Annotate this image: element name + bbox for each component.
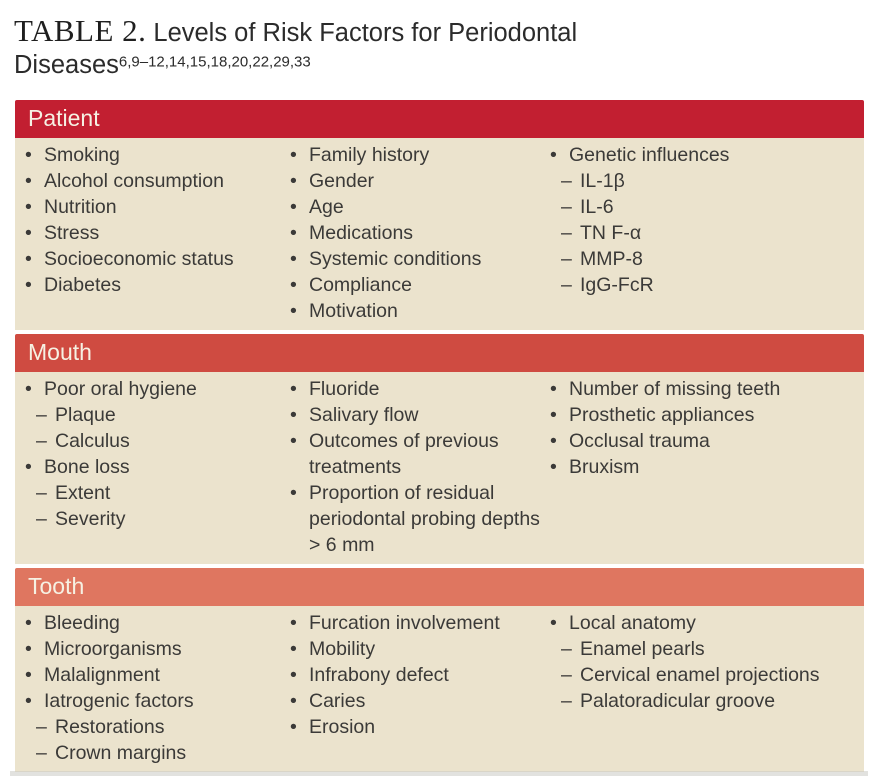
item-text: Plaque bbox=[55, 404, 116, 426]
bullet-marker: • bbox=[290, 404, 297, 426]
list-item bbox=[290, 610, 550, 636]
bullet-marker: • bbox=[550, 404, 557, 426]
list-item bbox=[290, 168, 550, 194]
item-text: Poor oral hygiene bbox=[44, 378, 197, 400]
list-item bbox=[290, 402, 550, 428]
list-item bbox=[290, 714, 550, 740]
dash-marker: – bbox=[36, 430, 47, 452]
list-item bbox=[550, 610, 858, 636]
item-text: Smoking bbox=[44, 144, 120, 166]
item-text: Enamel pearls bbox=[580, 638, 705, 660]
item-text: Extent bbox=[55, 482, 111, 504]
bullet-marker: • bbox=[290, 482, 297, 504]
bullet-marker: • bbox=[25, 612, 32, 634]
list-item bbox=[290, 636, 550, 662]
section-tooth bbox=[15, 568, 864, 772]
bullet-marker: • bbox=[290, 690, 297, 712]
dash-marker: – bbox=[561, 248, 572, 270]
bullet-marker: • bbox=[25, 274, 32, 296]
bullet-marker: • bbox=[550, 144, 557, 166]
list-item bbox=[25, 220, 290, 246]
list-item bbox=[290, 480, 550, 558]
item-text: Outcomes of previous treatments bbox=[309, 430, 499, 478]
bullet-marker: • bbox=[550, 430, 557, 452]
item-text: Microorganisms bbox=[44, 638, 182, 660]
item-text: Fluoride bbox=[309, 378, 380, 400]
column-1 bbox=[15, 142, 290, 324]
bullet-marker: • bbox=[290, 664, 297, 686]
title-text: Levels of Risk Factors for Periodontal Diseases bbox=[14, 19, 578, 80]
title-references: 6,9–12,14,15,18,20,22,29,33 bbox=[118, 54, 311, 72]
column-3 bbox=[550, 610, 864, 766]
list-item bbox=[290, 246, 550, 272]
list-item bbox=[550, 402, 858, 428]
column-1 bbox=[15, 376, 290, 558]
item-text: MMP-8 bbox=[580, 248, 643, 270]
dash-marker: – bbox=[561, 690, 572, 712]
bullet-marker: • bbox=[290, 170, 297, 192]
column-2 bbox=[290, 376, 550, 558]
bullet-marker: • bbox=[550, 456, 557, 478]
list-item bbox=[25, 506, 290, 532]
risk-factors-table bbox=[15, 100, 864, 772]
item-text: Restorations bbox=[55, 716, 165, 738]
item-text: Mobility bbox=[309, 638, 376, 660]
list-item bbox=[290, 428, 550, 480]
list-item bbox=[25, 142, 290, 168]
list-item bbox=[25, 740, 290, 766]
bullet-marker: • bbox=[290, 378, 297, 400]
section-header-tooth: Tooth bbox=[15, 568, 864, 606]
list-item bbox=[550, 688, 858, 714]
bullet-marker: • bbox=[25, 664, 32, 686]
item-text: Proportion of residual periodontal probing depths > 6 mm bbox=[309, 482, 540, 556]
item-text: Furcation involvement bbox=[309, 612, 500, 634]
dash-marker: – bbox=[36, 716, 47, 738]
bullet-marker: • bbox=[290, 274, 297, 296]
list-item bbox=[550, 142, 858, 168]
bullet-marker: • bbox=[290, 222, 297, 244]
item-text: IL-6 bbox=[580, 196, 614, 218]
dash-marker: – bbox=[561, 196, 572, 218]
list-item bbox=[25, 636, 290, 662]
list-item bbox=[290, 662, 550, 688]
item-text: Bleeding bbox=[44, 612, 120, 634]
list-item bbox=[290, 688, 550, 714]
column-2 bbox=[290, 610, 550, 766]
item-text: Gender bbox=[309, 170, 375, 192]
item-text: Medications bbox=[309, 222, 414, 244]
item-text: Motivation bbox=[309, 300, 398, 322]
item-text: Crown margins bbox=[55, 742, 187, 764]
section-mouth bbox=[15, 334, 864, 564]
item-text: Malalignment bbox=[44, 664, 160, 686]
item-text: Nutrition bbox=[44, 196, 117, 218]
list-item bbox=[290, 220, 550, 246]
list-item bbox=[550, 662, 858, 688]
table-title bbox=[14, 12, 714, 82]
item-text: Stress bbox=[44, 222, 100, 244]
list-item bbox=[25, 402, 290, 428]
bullet-marker: • bbox=[25, 144, 32, 166]
section-body-tooth bbox=[15, 606, 864, 772]
bullet-marker: • bbox=[290, 144, 297, 166]
bullet-marker: • bbox=[25, 196, 32, 218]
dash-marker: – bbox=[561, 274, 572, 296]
item-text: Age bbox=[309, 196, 344, 218]
section-patient bbox=[15, 100, 864, 330]
section-body-mouth bbox=[15, 372, 864, 564]
dash-marker: – bbox=[36, 742, 47, 764]
bullet-marker: • bbox=[550, 378, 557, 400]
list-item bbox=[550, 220, 858, 246]
list-item bbox=[25, 454, 290, 480]
item-text: Family history bbox=[309, 144, 430, 166]
item-text: Bruxism bbox=[569, 456, 640, 478]
list-item bbox=[290, 298, 550, 324]
list-item bbox=[290, 194, 550, 220]
bullet-marker: • bbox=[25, 456, 32, 478]
item-text: Infrabony defect bbox=[309, 664, 449, 686]
list-item bbox=[550, 272, 858, 298]
dash-marker: – bbox=[36, 508, 47, 530]
bullet-marker: • bbox=[290, 716, 297, 738]
list-item bbox=[25, 376, 290, 402]
dash-marker: – bbox=[561, 664, 572, 686]
list-item bbox=[550, 428, 858, 454]
list-item bbox=[25, 714, 290, 740]
item-text: Systemic conditions bbox=[309, 248, 482, 270]
cutoff-element bbox=[10, 771, 868, 776]
dash-marker: – bbox=[561, 222, 572, 244]
list-item bbox=[25, 480, 290, 506]
bullet-marker: • bbox=[25, 378, 32, 400]
list-item bbox=[25, 610, 290, 636]
dash-marker: – bbox=[561, 638, 572, 660]
item-text: Severity bbox=[55, 508, 126, 530]
list-item bbox=[25, 168, 290, 194]
column-3 bbox=[550, 376, 864, 558]
bullet-marker: • bbox=[290, 300, 297, 322]
bullet-marker: • bbox=[25, 248, 32, 270]
column-3 bbox=[550, 142, 864, 324]
bullet-marker: • bbox=[290, 430, 297, 452]
section-body-patient bbox=[15, 138, 864, 330]
bullet-marker: • bbox=[550, 612, 557, 634]
column-2 bbox=[290, 142, 550, 324]
bullet-marker: • bbox=[25, 170, 32, 192]
list-item bbox=[290, 272, 550, 298]
dash-marker: – bbox=[561, 170, 572, 192]
item-text: Number of missing teeth bbox=[569, 378, 781, 400]
list-item bbox=[25, 428, 290, 454]
list-item bbox=[25, 194, 290, 220]
list-item bbox=[550, 376, 858, 402]
item-text: Occlusal trauma bbox=[569, 430, 710, 452]
item-text: Salivary flow bbox=[309, 404, 419, 426]
section-header-mouth: Mouth bbox=[15, 334, 864, 372]
item-text: Socioeconomic status bbox=[44, 248, 234, 270]
item-text: TN F-α bbox=[580, 222, 642, 244]
item-text: Genetic influences bbox=[569, 144, 730, 166]
bullet-marker: • bbox=[25, 690, 32, 712]
bullet-marker: • bbox=[290, 638, 297, 660]
item-text: Cervical enamel projections bbox=[580, 664, 820, 686]
table-number: TABLE 2. bbox=[14, 13, 147, 48]
item-text: Erosion bbox=[309, 716, 376, 738]
section-header-patient: Patient bbox=[15, 100, 864, 138]
list-item bbox=[25, 246, 290, 272]
item-text: Caries bbox=[309, 690, 366, 712]
dash-marker: – bbox=[36, 482, 47, 504]
item-text: Prosthetic appliances bbox=[569, 404, 755, 426]
list-item bbox=[290, 376, 550, 402]
item-text: Alcohol consumption bbox=[44, 170, 224, 192]
list-item bbox=[25, 662, 290, 688]
column-1 bbox=[15, 610, 290, 766]
bullet-marker: • bbox=[25, 222, 32, 244]
bullet-marker: • bbox=[25, 638, 32, 660]
item-text: IL-1β bbox=[580, 170, 625, 192]
bullet-marker: • bbox=[290, 196, 297, 218]
list-item bbox=[550, 168, 858, 194]
item-text: Diabetes bbox=[44, 274, 121, 296]
list-item bbox=[550, 636, 858, 662]
item-text: Compliance bbox=[309, 274, 412, 296]
list-item bbox=[25, 688, 290, 714]
list-item bbox=[290, 142, 550, 168]
dash-marker: – bbox=[36, 404, 47, 426]
item-text: Palatoradicular groove bbox=[580, 690, 776, 712]
item-text: Calculus bbox=[55, 430, 130, 452]
bullet-marker: • bbox=[290, 612, 297, 634]
list-item bbox=[550, 194, 858, 220]
list-item bbox=[550, 246, 858, 272]
item-text: IgG-FcR bbox=[580, 274, 654, 296]
item-text: Bone loss bbox=[44, 456, 130, 478]
item-text: Iatrogenic factors bbox=[44, 690, 194, 712]
list-item bbox=[25, 272, 290, 298]
list-item bbox=[550, 454, 858, 480]
bullet-marker: • bbox=[290, 248, 297, 270]
item-text: Local anatomy bbox=[569, 612, 696, 634]
